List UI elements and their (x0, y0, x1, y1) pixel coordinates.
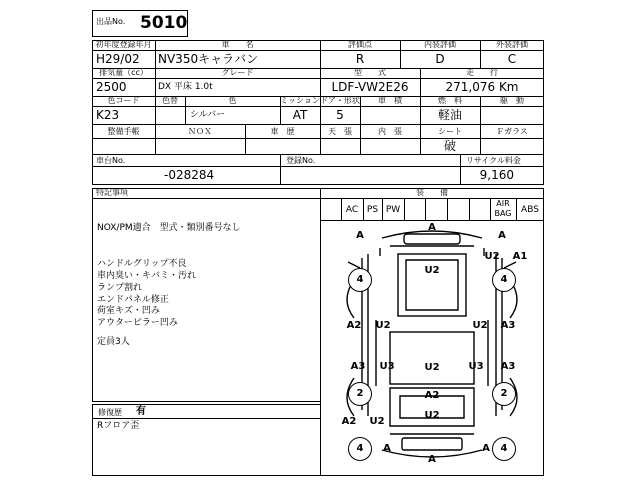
mission-label: ミッション (280, 96, 320, 105)
mark-bottom-left-a2: A2 (341, 416, 357, 427)
interior-grade-label: 内装評価 (424, 40, 456, 49)
mileage: 271,076 Km (445, 80, 519, 94)
wheel-front-right: 4 (492, 268, 516, 292)
mark-bottom-center-a: A (428, 454, 436, 465)
exterior-grade: C (507, 52, 517, 66)
color: シルバー (190, 110, 226, 120)
feature-ac: AC (345, 205, 359, 215)
mark-back-right-a: A (482, 443, 490, 454)
front-glass-label: Ｆガラス (496, 127, 528, 136)
recycle-fee: 9,160 (479, 168, 514, 182)
displacement-label: 排気量（cc） (99, 68, 148, 77)
wheel-mid-right: 2 (492, 382, 516, 406)
defect-1: ハンドルグリップ不良 (97, 259, 187, 269)
mark-u2-top-right: U2 (484, 251, 500, 262)
remarks-label: 特記事項 (96, 188, 128, 197)
mark-front-center: A (428, 222, 436, 233)
seat-condition: 破 (443, 139, 456, 153)
color-label: 色 (228, 96, 237, 105)
wheel-rear-right: 4 (492, 437, 516, 461)
interior-lining-label: 内 張 (378, 127, 402, 136)
feature-airbag: AIR BAG (494, 199, 512, 218)
repair-history-box (92, 404, 321, 476)
color-code-label: 色コード (107, 96, 140, 105)
mark-back-u2: U2 (424, 410, 440, 421)
remarks-line1: NOX/PM適合 型式・類別番号なし (97, 223, 241, 233)
exterior-grade-label: 外装評価 (496, 40, 528, 49)
repair-note: Rフロア歪 (97, 421, 140, 431)
registration-number-label: 登録No. (286, 156, 316, 165)
mark-back-left-a: A (383, 443, 391, 454)
mark-lower-a2: A2 (424, 390, 440, 401)
mark-a1-top-right: A1 (512, 251, 528, 262)
history-label: 車 歴 (270, 127, 295, 136)
mark-bottom-left-u2: U2 (369, 416, 385, 427)
mark-rear-left-u3: U3 (379, 361, 395, 372)
capacity-label: 車 積 (378, 96, 402, 105)
mark-rear-left-a3: A3 (350, 361, 366, 372)
score-label: 評価点 (348, 40, 372, 49)
first-registration: H29/02 (96, 52, 140, 66)
mission: AT (292, 108, 308, 122)
defect-2: 車内臭い・キバミ・汚れ (97, 271, 197, 281)
mark-rear-right-u3: U3 (468, 361, 484, 372)
service-book-label: 整備手帳 (107, 127, 140, 136)
color-change-label: 色替 (162, 96, 178, 105)
door-label: ドア・形状 (320, 96, 360, 105)
model-code: LDF-VW2E26 (331, 80, 409, 94)
mileage-label: 走 行 (466, 68, 498, 77)
chassis-number-label: 車台No. (96, 156, 126, 165)
equipment-label: 装 備 (416, 188, 448, 197)
drive-label: 駆 動 (500, 96, 524, 105)
fuel-label: 燃 料 (438, 96, 462, 105)
doors: 5 (336, 108, 344, 122)
feature-pw: PW (385, 205, 401, 215)
car-name: NV350キャラバン (158, 52, 259, 66)
mark-roof-u2: U2 (424, 265, 440, 276)
wheel-rear-left: 4 (348, 437, 372, 461)
car-name-label: 車 名 (221, 40, 254, 49)
mark-front-right: A (498, 230, 506, 241)
defect-3: ランプ割れ (97, 283, 143, 293)
feature-ps: PS (366, 205, 379, 215)
grade-label: グレード (221, 68, 254, 77)
lot-number-label: 出品No. (96, 17, 126, 26)
mark-body-u2: U2 (424, 362, 440, 373)
year-label: 初年度登録年月 (95, 40, 152, 49)
grade: DX 平床 1.0t (158, 82, 213, 92)
wheel-mid-left: 2 (348, 382, 372, 406)
displacement: 2500 (96, 80, 127, 94)
recycle-fee-label: リサイクル料金 (466, 156, 521, 165)
mark-front-left: A (356, 230, 364, 241)
mark-door-left-a2: A2 (346, 320, 362, 331)
evaluation-score: R (355, 52, 365, 66)
seat-label: シート (438, 127, 462, 136)
defect-5: 荷室キズ・凹み (97, 306, 160, 316)
seating-capacity: 定員3人 (97, 337, 130, 347)
color-code: K23 (96, 108, 120, 122)
repair-history-value: 有 (136, 406, 146, 417)
mark-door-right-u2: U2 (472, 320, 488, 331)
chassis-number: -028284 (164, 168, 215, 182)
mark-door-right-a3: A3 (500, 320, 516, 331)
model-code-label: 型 式 (354, 68, 386, 77)
mark-door-left-u2: U2 (375, 320, 391, 331)
nox-label: ＮＯＸ (188, 127, 212, 136)
fuel: 軽油 (437, 108, 462, 122)
interior-grade: D (435, 52, 445, 66)
defect-6: アウターピラー凹み (97, 318, 178, 328)
feature-abs: ABS (521, 205, 539, 215)
roof-lining-label: 天 張 (328, 127, 352, 136)
lot-number: 5010 (140, 13, 188, 33)
mark-rear-right-a3: A3 (500, 361, 516, 372)
repair-history-label: 修復歴 (98, 408, 122, 417)
wheel-front-left: 4 (348, 268, 372, 292)
defect-4: エンドパネル修正 (97, 295, 169, 305)
